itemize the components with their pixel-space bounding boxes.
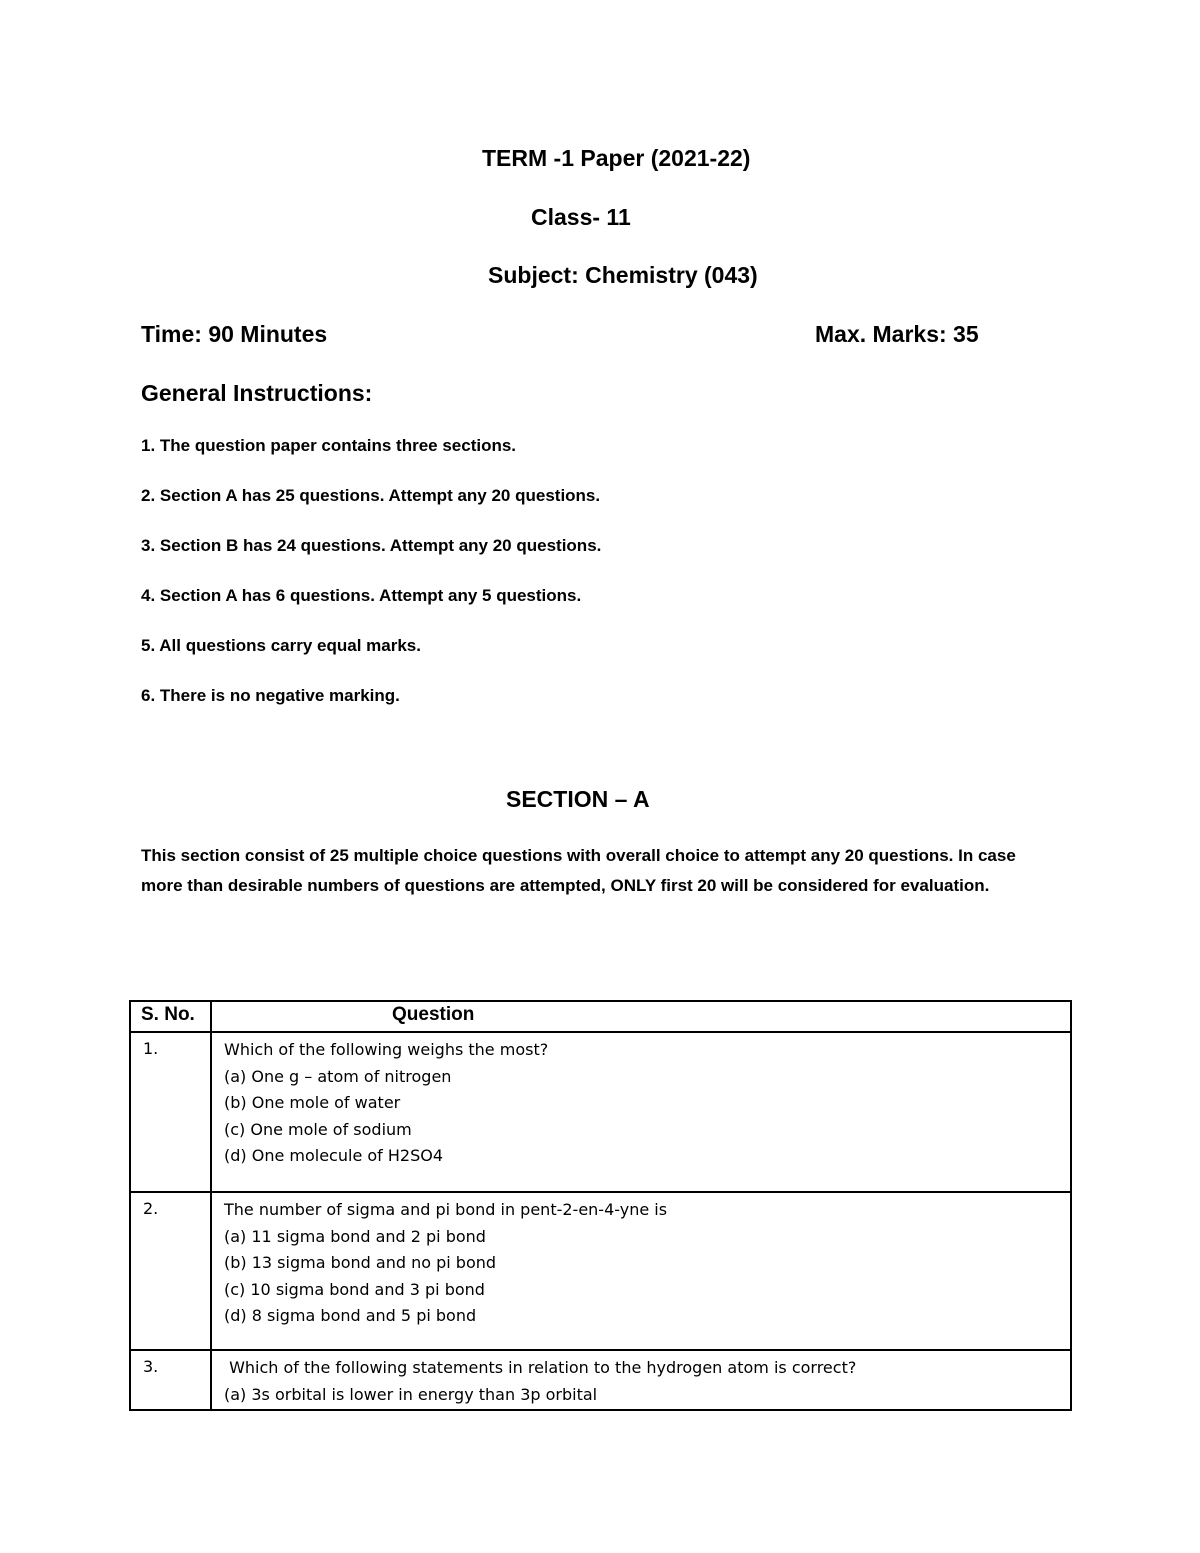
time-label: Time: 90 Minutes: [141, 321, 328, 347]
paper-title: TERM -1 Paper (2021-22): [482, 145, 751, 171]
class-label: Class- 11: [531, 204, 631, 230]
section-a-heading: SECTION – A: [506, 786, 650, 812]
table-row: [130, 1350, 1071, 1410]
instruction-item: 5. All questions carry equal marks.: [141, 636, 421, 655]
question-text: Which of the following weighs the most?: [224, 1040, 549, 1059]
option: (a) One g – atom of nitrogen: [224, 1066, 452, 1086]
option: (a) 3s orbital is lower in energy than 3p orbital: [224, 1384, 598, 1404]
table-row: [130, 1192, 1071, 1350]
question-number: 2.: [130, 1192, 211, 1350]
option: (d) One molecule of H2SO4: [224, 1146, 444, 1165]
option: (a) 11 sigma bond and 2 pi bond: [224, 1226, 486, 1246]
question-header: Question: [211, 1001, 1071, 1032]
instruction-item: 2. Section A has 25 questions. Attempt any 20 questions.: [141, 486, 601, 505]
option: (c) 10 sigma bond and 3 pi bond: [224, 1279, 485, 1299]
question-number: 1.: [130, 1032, 211, 1192]
option: (b) 13 sigma bond and no pi bond: [224, 1253, 497, 1272]
subject-label: Subject: Chemistry (043): [488, 262, 758, 288]
instruction-item: 3. Section B has 24 questions. Attempt any 20 questions.: [141, 536, 602, 555]
table-header-row: [130, 1001, 1071, 1032]
instruction-item: 4. Section A has 6 questions. Attempt any 5 questions.: [141, 586, 582, 605]
questions-table: [129, 1000, 1072, 1411]
question-cell: [211, 1192, 1071, 1350]
max-marks-label: Max. Marks: 35: [815, 321, 979, 347]
sno-header: S. No.: [130, 1001, 211, 1032]
question-cell: [211, 1350, 1071, 1410]
option: (b) One mole of water: [224, 1093, 401, 1112]
question-number: 3.: [130, 1350, 211, 1410]
instruction-item: 1. The question paper contains three sections.: [141, 436, 517, 455]
question-cell: [211, 1032, 1071, 1192]
table-row: [130, 1032, 1071, 1192]
question-text: The number of sigma and pi bond in pent-2-en-4-yne is: [224, 1200, 668, 1219]
instructions-heading: General Instructions:: [141, 380, 373, 406]
section-a-description: This section consist of 25 multiple choice questions with overall choice to attempt any 20 questions. In case more than desirable numbers of questions are attempted, ONLY first 20 will be considered for evaluation.: [141, 846, 1016, 895]
instruction-item: 6. There is no negative marking.: [141, 686, 400, 705]
option: (d) 8 sigma bond and 5 pi bond: [224, 1306, 477, 1325]
option: (c) One mole of sodium: [224, 1119, 412, 1139]
question-text: Which of the following statements in relation to the hydrogen atom is correct?: [224, 1358, 857, 1377]
